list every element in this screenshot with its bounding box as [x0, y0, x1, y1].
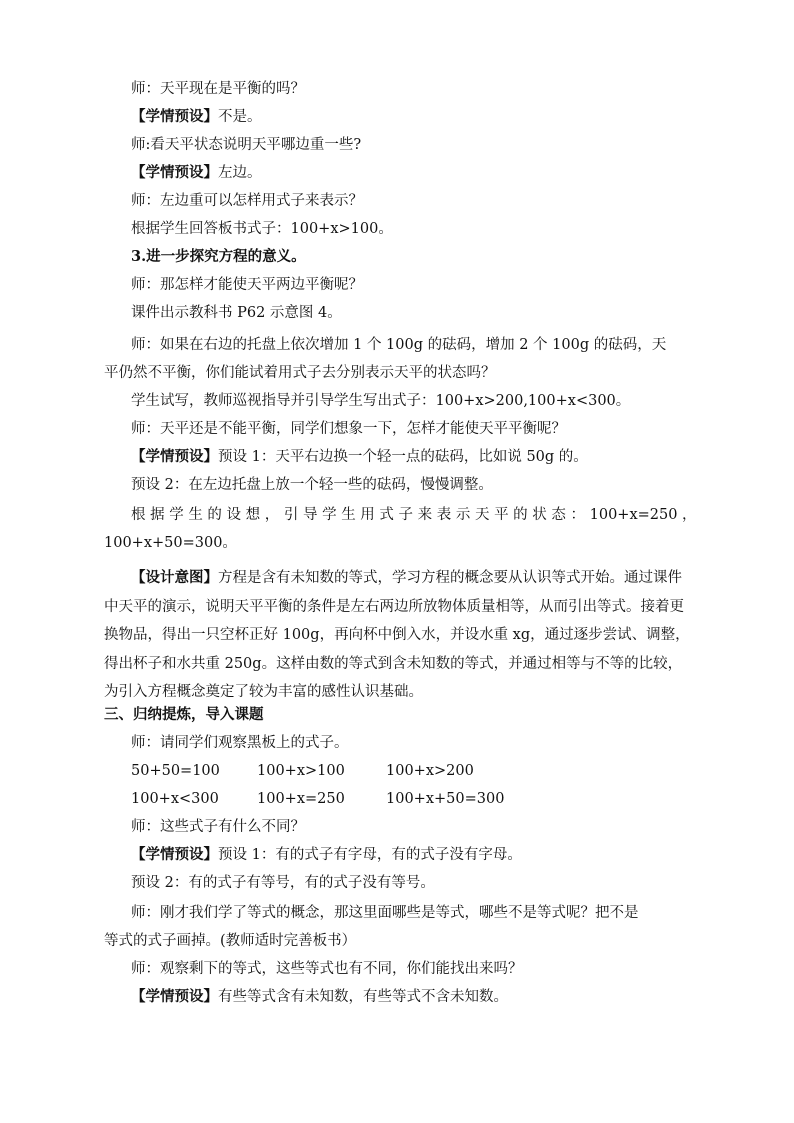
teacher-question-remaining: 师：观察剩下的等式，这些等式也有不同，你们能找出来吗？	[131, 961, 523, 977]
courseware-note: 课件出示教科书 P62 示意图 4。	[131, 305, 342, 321]
design-intent-tag: 【设计意图】	[131, 569, 218, 586]
teacher-paragraph-line1: 师：如果在右边的托盘上依次增加 1 个 100g 的砝码，增加 2 个 100g 的砝码，天	[131, 337, 667, 353]
board-equation: 100+x=250	[257, 791, 345, 807]
guide-paragraph-line2: 100+x+50=300。	[104, 535, 237, 551]
presumption-tag: 【学情预设】	[131, 164, 218, 181]
board-equation: 100+x>200	[386, 763, 474, 779]
board-equation: 100+x+50=300	[386, 791, 505, 807]
presumption-tag: 【学情预设】	[131, 448, 218, 465]
student-presumption-3	[131, 447, 721, 467]
section-heading: 三、归纳提炼，导入课题	[104, 706, 264, 723]
student-presumption-5	[131, 987, 721, 1007]
presumption-text: 有些等式含有未知数，有些等式不含未知数。	[218, 989, 508, 1005]
board-expression-line: 根据学生回答板书式子：100+x>100。	[131, 221, 393, 237]
presumption-text: 不是。	[218, 109, 262, 125]
presumption-tag: 【学情预设】	[131, 846, 218, 863]
presumption-tag: 【学情预设】	[131, 108, 218, 125]
subsection-heading: 3.进一步探究方程的意义。	[131, 248, 306, 265]
guide-paragraph-line1: 根 据 学 生 的 设 想 ， 引 导 学 生 用 式 子 来 表 示 天 平 的 状 态 ： 100+x=250 ，	[131, 507, 697, 523]
student-presumption-1	[131, 107, 721, 127]
teacher-paragraph-equality-line1: 师：刚才我们学了等式的概念，那这里面哪些是等式，哪些不是等式呢？把不是	[131, 905, 639, 921]
student-writing-line: 学生试写，教师巡视指导并引导学生写出式子：100+x>200,100+x<300。	[131, 393, 631, 409]
design-intent-paragraph	[104, 564, 694, 707]
board-equation: 100+x>100	[257, 763, 345, 779]
board-equation: 50+50=100	[131, 763, 220, 779]
teacher-question-heavier: 师:看天平状态说明天平哪边重一些?	[131, 137, 362, 153]
teacher-paragraph-equality-line2: 等式的式子画掉。(教师适时完善板书）	[104, 933, 357, 949]
presumption-text: 预设 1：有的式子有字母，有的式子没有字母。	[218, 847, 522, 863]
teacher-question-how-balance: 师：那怎样才能使天平两边平衡呢？	[131, 277, 363, 293]
presumption-tag: 【学情预设】	[131, 988, 218, 1005]
board-equation: 100+x<300	[131, 791, 219, 807]
design-intent-text: 方程是含有未知数的等式，学习方程的概念要从认识等式开始。通过课件中天平的演示，说明天平平衡的条件是左右两边所放物体质量相等，从而引出等式。接着更换物品，得出一只空杯正好 100g，再向杯中倒入水，并设水重 xg，通过逐步尝试、调整，得出杯子和水共重 250g。这样由数的等式到含未知数的等式，并通过相等与不等的比较，为引入方程概念奠定了较为丰富的感性认识基础。	[104, 570, 690, 700]
teacher-question-imagine: 师：天平还是不能平衡，同学们想象一下，怎样才能使天平平衡呢？	[131, 421, 566, 437]
teacher-question-difference: 师：这些式子有什么不同？	[131, 819, 305, 835]
teacher-paragraph-line2: 平仍然不平衡，你们能试着用式子去分别表示天平的状态吗？	[104, 365, 496, 381]
teacher-instruction-observe: 师：请同学们观察黑板上的式子。	[131, 735, 349, 751]
presumption-2-equal-line: 预设 2：有的式子有等号，有的式子没有等号。	[131, 875, 435, 891]
student-presumption-4	[131, 845, 721, 865]
presumption-2-line: 预设 2：在左边托盘上放一个轻一些的砝码，慢慢调整。	[131, 477, 493, 493]
student-presumption-2	[131, 163, 721, 183]
teacher-question-expression: 师：左边重可以怎样用式子来表示？	[131, 193, 363, 209]
presumption-text: 预设 1：天平右边换一个轻一点的砝码，比如说 50g 的。	[218, 449, 588, 465]
teacher-question-balance: 师：天平现在是平衡的吗？	[131, 81, 305, 97]
presumption-text: 左边。	[218, 165, 262, 181]
